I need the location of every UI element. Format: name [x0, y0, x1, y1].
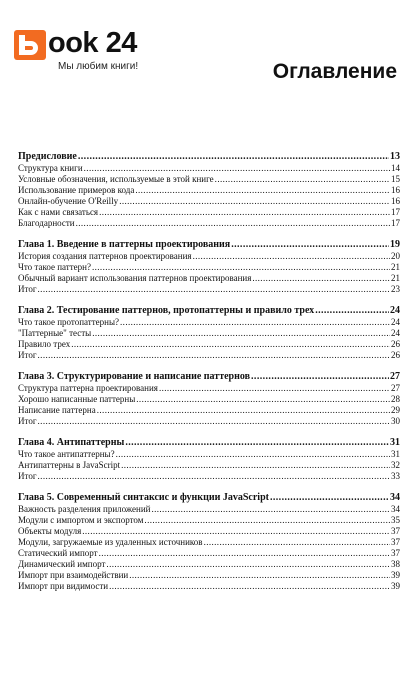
- toc-page-number: 17: [391, 207, 400, 217]
- toc-entry[interactable]: [18, 504, 400, 515]
- toc-entry-title: Итог: [18, 284, 37, 294]
- toc-entry-title: "Паттерные" тесты: [18, 328, 92, 338]
- dot-leader: [315, 304, 389, 317]
- toc-chapter-heading[interactable]: [18, 370, 400, 383]
- toc-entry-title: Как с нами связаться: [18, 207, 99, 217]
- toc-entry[interactable]: [18, 515, 400, 526]
- toc-page-number: 19: [390, 239, 400, 250]
- dot-leader: [251, 370, 389, 383]
- toc-page-number: 17: [391, 218, 400, 228]
- toc-page-number: 24: [390, 305, 400, 316]
- toc-page-number: 27: [391, 383, 400, 393]
- toc-chapter-heading[interactable]: [18, 238, 400, 251]
- dot-leader: [97, 405, 390, 416]
- toc-entry[interactable]: [18, 262, 400, 273]
- toc-entry-title: Итог: [18, 416, 37, 426]
- toc-entry[interactable]: [18, 218, 400, 229]
- dot-leader: [151, 504, 390, 515]
- dot-leader: [78, 150, 389, 163]
- dot-leader: [270, 491, 389, 504]
- toc-section: [18, 436, 400, 482]
- toc-entry-title: Использование примеров кода: [18, 185, 135, 195]
- toc-page-number: 23: [391, 284, 400, 294]
- dot-leader: [119, 196, 390, 207]
- toc-entry-title: Импорт при взаимодействии: [18, 570, 129, 580]
- dot-leader: [159, 383, 390, 394]
- toc-entry[interactable]: [18, 174, 400, 185]
- toc-page-number: 24: [391, 328, 400, 338]
- toc-entry-title: Что такое протопаттерны?: [18, 317, 120, 327]
- toc-page-number: 26: [391, 350, 400, 360]
- toc-page-number: 37: [391, 537, 400, 547]
- toc-entry-title: Структура книги: [18, 163, 83, 173]
- toc-entry-title: Модули с импортом и экспортом: [18, 515, 144, 525]
- toc-section: [18, 491, 400, 592]
- dot-leader: [84, 163, 390, 174]
- toc-page-number: 20: [391, 251, 400, 261]
- toc-page-number: 24: [391, 317, 400, 327]
- dot-leader: [38, 471, 390, 482]
- dot-leader: [121, 460, 390, 471]
- toc-page-number: 31: [390, 437, 400, 448]
- toc-entry-title: Важность разделения приложений: [18, 504, 151, 514]
- dot-leader: [38, 350, 390, 361]
- toc-page-number: 32: [391, 460, 400, 470]
- toc-page-number: 35: [391, 515, 400, 525]
- toc-entry[interactable]: [18, 405, 400, 416]
- toc-entry[interactable]: [18, 581, 400, 592]
- dot-leader: [215, 174, 390, 185]
- toc-entry-title: Итог: [18, 471, 37, 481]
- toc-entry-title: Глава 3. Структурирование и написание паттернов: [18, 371, 251, 382]
- toc-page-number: 21: [391, 262, 400, 272]
- toc-entry[interactable]: [18, 416, 400, 427]
- toc-chapter-heading[interactable]: [18, 436, 400, 449]
- toc-page-number: 34: [390, 492, 400, 503]
- toc-entry[interactable]: [18, 207, 400, 218]
- toc-chapter-heading[interactable]: [18, 491, 400, 504]
- dot-leader: [92, 328, 390, 339]
- dot-leader: [136, 394, 390, 405]
- toc-entry-title: Глава 5. Современный синтаксис и функции JavaScript: [18, 492, 269, 503]
- toc-page-number: 27: [390, 371, 400, 382]
- toc-entry[interactable]: [18, 559, 400, 570]
- dot-leader: [38, 284, 390, 295]
- dot-leader: [116, 449, 390, 460]
- toc-entry[interactable]: [18, 537, 400, 548]
- logo-wordmark: ook 24: [48, 27, 137, 59]
- page-title: Оглавление: [272, 60, 397, 83]
- toc-entry-title: Что такое паттерн?: [18, 262, 91, 272]
- dot-leader: [82, 526, 390, 537]
- dot-leader: [106, 559, 390, 570]
- toc-page-number: 29: [391, 405, 400, 415]
- toc-entry[interactable]: [18, 350, 400, 361]
- toc-entry-title: Написание паттерна: [18, 405, 96, 415]
- toc-entry[interactable]: [18, 460, 400, 471]
- toc-page-number: 28: [391, 394, 400, 404]
- toc-entry-title: Импорт при видимости: [18, 581, 109, 591]
- toc-page-number: 33: [391, 471, 400, 481]
- toc-page-number: 21: [391, 273, 400, 283]
- toc-page-number: 13: [390, 151, 400, 162]
- dot-leader: [92, 262, 390, 273]
- toc-entry-title: Хорошо написанные паттерны: [18, 394, 136, 404]
- dot-leader: [129, 570, 390, 581]
- dot-leader: [135, 185, 390, 196]
- dot-leader: [204, 537, 390, 548]
- toc-entry[interactable]: [18, 196, 400, 207]
- toc-entry[interactable]: [18, 251, 400, 262]
- toc-entry[interactable]: [18, 328, 400, 339]
- toc-page-number: 37: [391, 526, 400, 536]
- toc-page-number: 26: [391, 339, 400, 349]
- toc-entry-title: Глава 4. Антипаттерны: [18, 437, 125, 448]
- toc-entry-title: Объекты модуля: [18, 526, 82, 536]
- toc-entry-title: Благодарности: [18, 218, 75, 228]
- toc-page-number: 39: [391, 570, 400, 580]
- logo-tagline: Мы любим книги!: [58, 61, 139, 72]
- toc-entry[interactable]: [18, 548, 400, 559]
- book24-logo[interactable]: [14, 27, 144, 74]
- toc-entry[interactable]: [18, 394, 400, 405]
- toc-entry[interactable]: [18, 449, 400, 460]
- toc-page-number: 37: [391, 548, 400, 558]
- dot-leader: [231, 238, 389, 251]
- toc-chapter-heading[interactable]: [18, 150, 400, 163]
- toc-page-number: 31: [391, 449, 400, 459]
- toc-entry-title: Итог: [18, 350, 37, 360]
- toc-entry-title: История создания паттернов проектирования: [18, 251, 192, 261]
- logo-b-mark: [14, 30, 46, 60]
- toc-entry-title: Что такое антипаттерны?: [18, 449, 115, 459]
- bottom-fade: [0, 596, 411, 685]
- toc-page-number: 34: [391, 504, 400, 514]
- toc-entry-title: Онлайн-обучение O'Reilly: [18, 196, 119, 206]
- toc-entry-title: Глава 1. Введение в паттерны проектирования: [18, 239, 231, 250]
- toc-entry[interactable]: [18, 526, 400, 537]
- dot-leader: [109, 581, 390, 592]
- dot-leader: [99, 548, 390, 559]
- toc-entry-title: Условные обозначения, используемые в этой книге: [18, 174, 214, 184]
- toc-page-number: 15: [391, 174, 400, 184]
- toc-section: [18, 150, 400, 229]
- toc-entry[interactable]: [18, 317, 400, 328]
- toc-entry[interactable]: [18, 383, 400, 394]
- toc-page-number: 39: [391, 581, 400, 591]
- toc-page-number: 16: [391, 185, 400, 195]
- toc-entry[interactable]: [18, 163, 400, 174]
- dot-leader: [252, 273, 390, 284]
- dot-leader: [193, 251, 390, 262]
- dot-leader: [144, 515, 390, 526]
- toc-entry[interactable]: [18, 273, 400, 284]
- toc-entry-title: Статический импорт: [18, 548, 98, 558]
- toc-chapter-heading[interactable]: [18, 304, 400, 317]
- table-of-contents: [18, 150, 400, 601]
- dot-leader: [71, 339, 390, 350]
- dot-leader: [76, 218, 390, 229]
- toc-entry[interactable]: [18, 471, 400, 482]
- toc-section: [18, 304, 400, 361]
- toc-section: [18, 238, 400, 295]
- toc-entry[interactable]: [18, 570, 400, 581]
- toc-entry[interactable]: [18, 339, 400, 350]
- toc-entry-title: Предисловие: [18, 151, 77, 162]
- toc-page-number: 16: [391, 196, 400, 206]
- toc-entry-title: Структура паттерна проектирования: [18, 383, 158, 393]
- toc-entry-title: Антипаттерны в JavaScript: [18, 460, 121, 470]
- toc-entry-title: Модули, загружаемые из удаленных источников: [18, 537, 203, 547]
- toc-entry-title: Динамический импорт: [18, 559, 106, 569]
- dot-leader: [38, 416, 390, 427]
- toc-page-number: 38: [391, 559, 400, 569]
- toc-entry-title: Глава 2. Тестирование паттернов, протопаттерны и правило трех: [18, 305, 315, 316]
- dot-leader: [125, 436, 389, 449]
- dot-leader: [120, 317, 390, 328]
- toc-entry[interactable]: [18, 284, 400, 295]
- toc-section: [18, 370, 400, 427]
- toc-page-number: 30: [391, 416, 400, 426]
- toc-entry-title: Обычный вариант использования паттернов проектирования: [18, 273, 252, 283]
- dot-leader: [99, 207, 390, 218]
- toc-entry-title: Правило трех: [18, 339, 71, 349]
- toc-page-number: 14: [391, 163, 400, 173]
- toc-entry[interactable]: [18, 185, 400, 196]
